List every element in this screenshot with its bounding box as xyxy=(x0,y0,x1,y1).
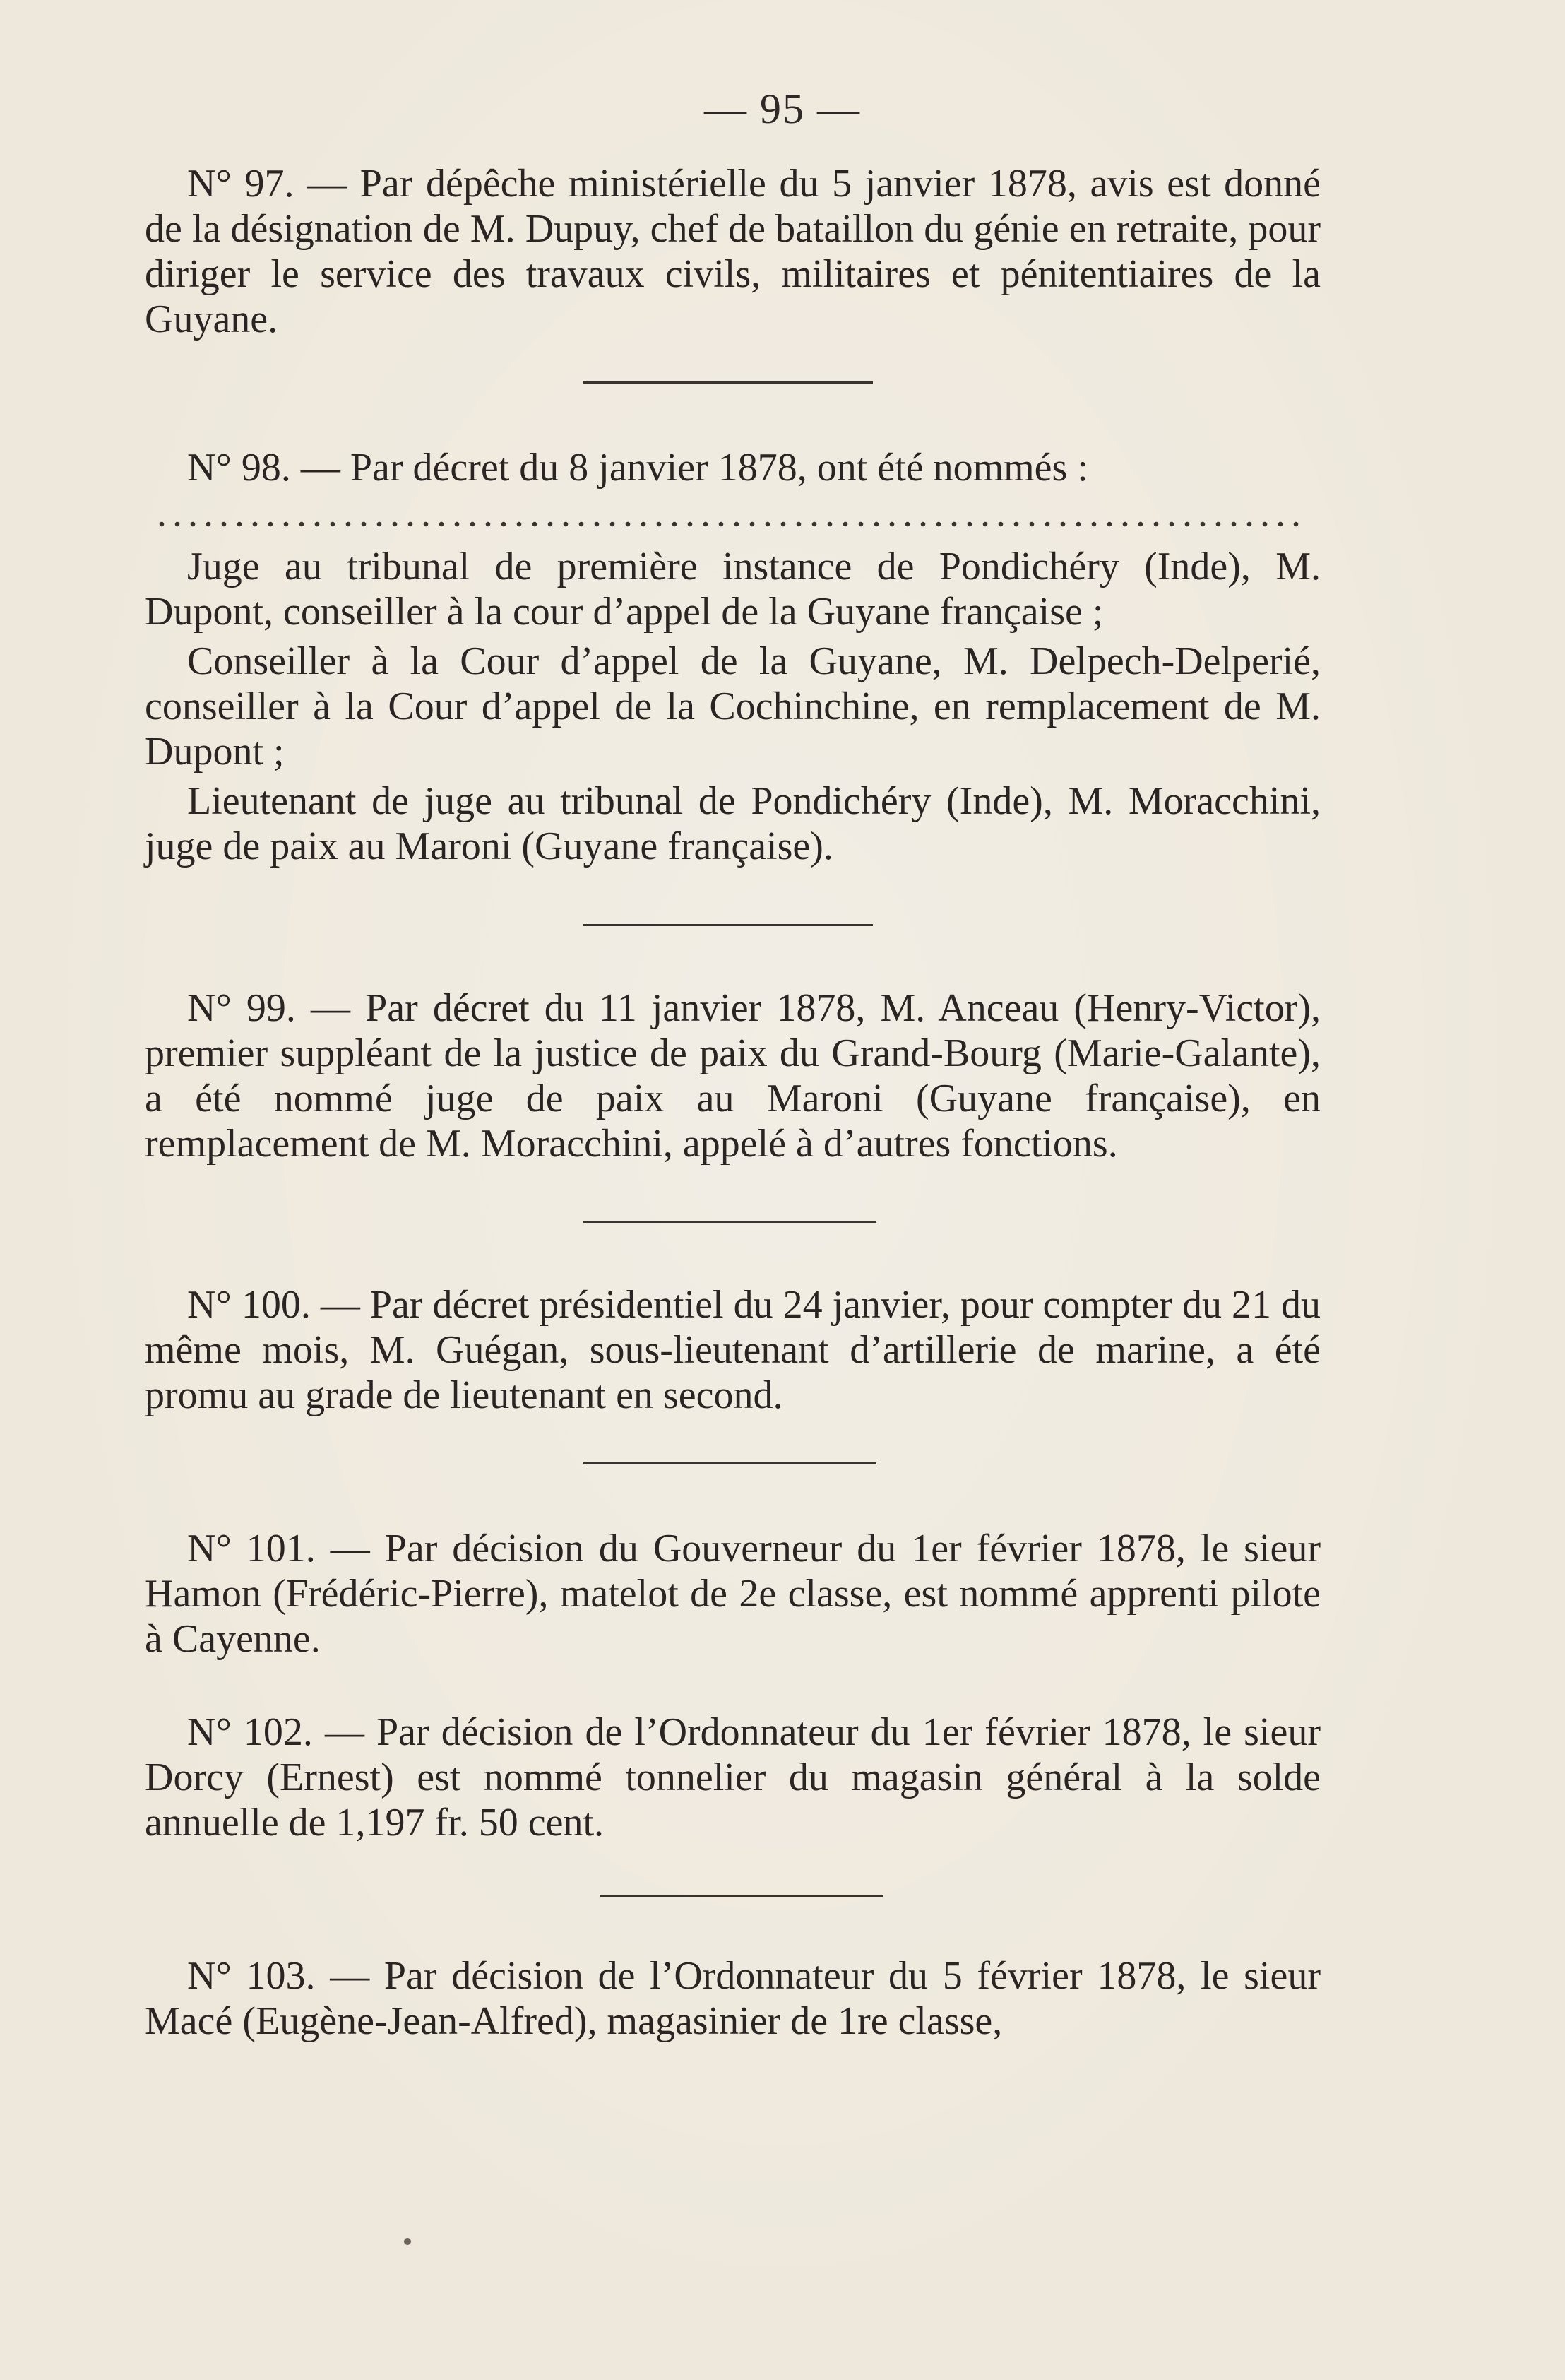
section-divider xyxy=(583,1462,876,1464)
entry-101 xyxy=(145,1526,1321,1662)
entry-98-text: N° 98. — Par décret du 8 janvier 1878, ont été nommés : xyxy=(187,446,1088,490)
entry-100-text: N° 100. — Par décret présidentiel du 24 janvier, pour compter du 21 du même mois, M. Guégan, sous-lieutenant d’artillerie de marine, a été promu au grade de lieutenant en second. xyxy=(145,1283,1321,1417)
entry-97 xyxy=(145,161,1321,342)
section-divider xyxy=(583,1221,876,1223)
entry-102 xyxy=(145,1710,1321,1845)
section-divider xyxy=(600,1895,883,1897)
entry-97-text: N° 97. — Par dépêche ministérielle du 5 janvier 1878, avis est donné de la désignation de M. Dupuy, chef de bataillon du génie en retraite, pour diriger le service des travaux civils, militaires et pénitentiaires de la Guyane. xyxy=(145,162,1321,341)
entry-102-text: N° 102. — Par décision de l’Ordonnateur du 1er février 1878, le sieur Dorcy (Ernest) est nommé tonnelier du magasin général à la solde annuelle de 1,197 fr. 50 cent. xyxy=(145,1710,1321,1845)
appointment-item: Juge au tribunal de première instance de Pondichéry (Inde), M. Dupont, conseiller à la cour d’appel de la Guyane française ; xyxy=(145,545,1321,634)
entry-98-appointments xyxy=(145,544,1321,869)
section-divider xyxy=(583,924,873,926)
appointment-item: Conseiller à la Cour d’appel de la Guyane, M. Delpech-Delperié, conseiller à la Cour d’appel de la Cochinchine, en remplacement de M. Dupont ; xyxy=(145,639,1321,774)
entry-103-text: N° 103. — Par décision de l’Ordonnateur du 5 février 1878, le sieur Macé (Eugène-Jean-Alfred), magasinier de 1re classe, xyxy=(145,1954,1321,2043)
section-divider xyxy=(583,381,873,384)
entry-99 xyxy=(145,985,1321,1166)
entry-100 xyxy=(145,1282,1321,1418)
appointment-item: Lieutenant de juge au tribunal de Pondichéry (Inde), M. Moracchini, juge de paix au Maroni (Guyane française). xyxy=(145,779,1321,868)
paper-speck xyxy=(404,2238,411,2245)
entry-99-text: N° 99. — Par décret du 11 janvier 1878, M. Anceau (Henry-Victor), premier suppléant de la justice de paix du Grand-Bourg (Marie-Galante), a été nommé juge de paix au Maroni (Guyane française), en remplacement de M. Moracchini, appelé à d’autres fonctions. xyxy=(145,986,1321,1166)
page-number: — 95 — xyxy=(704,85,861,132)
entry-103 xyxy=(145,1953,1321,2044)
entry-98 xyxy=(145,445,1321,490)
entry-101-text: N° 101. — Par décision du Gouverneur du 1er février 1878, le sieur Hamon (Frédéric-Pierre), matelot de 2e classe, est nommé apprenti pilote à Cayenne. xyxy=(145,1527,1321,1661)
dotted-separator xyxy=(154,521,1309,527)
